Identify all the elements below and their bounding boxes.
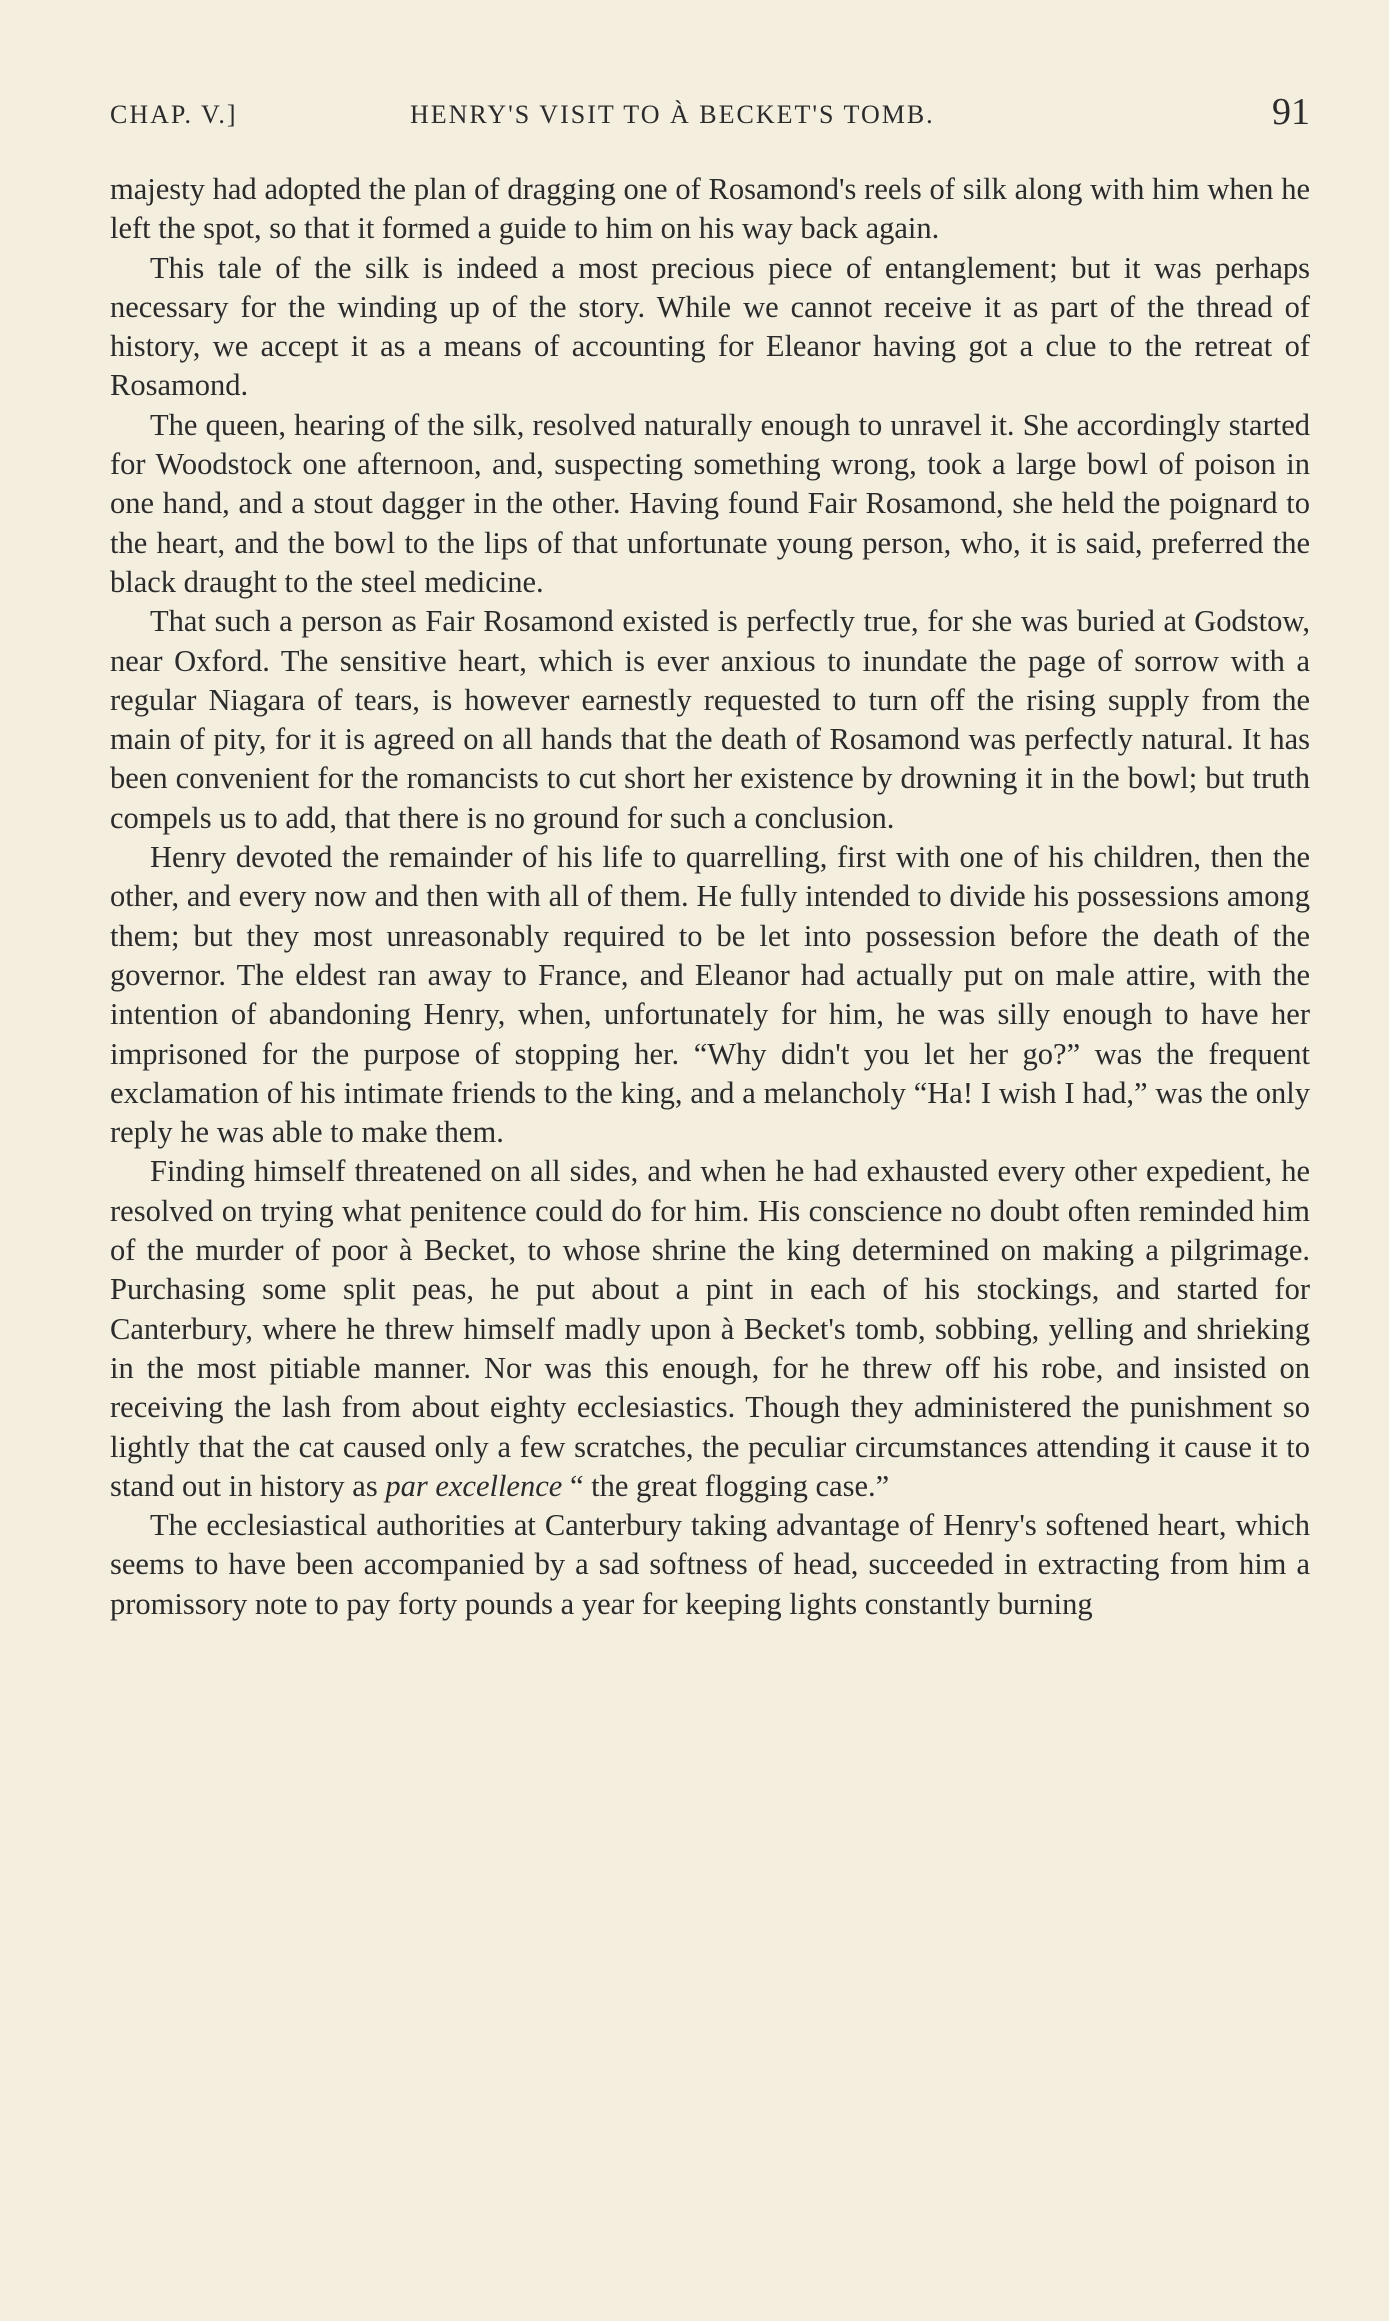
paragraph: The ecclesiastical authorities at Canterbury taking advantage of Henry's softened heart, which seems to have been accompanied by a sad softness of head, succeeded in extracting from him a promissory note to pay forty pounds a year for keeping lights constantly burning [110,1508,1310,1621]
chapter-label: CHAP. V.] [110,100,238,129]
page-number: 91 [1272,91,1310,133]
paragraph: That such a person as Fair Rosamond existed is perfectly true, for she was buried at Godstow, near Oxford. The sensitive heart, which is ever anxious to inundate the page of sorrow with a regular Niagara of tears, is however earnestly requested to turn off the rising supply from the main of pity, for it is agreed on all hands that the death of Rosamond was perfectly natural. It has been convenient for the romancists to cut short her existence by drowning it in the bowl; but truth compels us to add, that there is no ground for such a conclusion. [110,604,1310,835]
body-text [110,170,1310,1624]
page-title: HENRY'S VISIT TO À BECKET'S TOMB. [410,100,935,129]
paragraph: majesty had adopted the plan of dragging one of Rosamond's reels of silk along with him when he left the spot, so that it formed a guide to him on his way back again. [110,172,1310,246]
running-head [110,90,1310,150]
paragraph [110,1152,1310,1506]
italic-phrase: par excellence [385,1468,563,1503]
paragraph-tail: “ the great flogging case.” [569,1468,890,1503]
paragraph: Henry devoted the remainder of his life to quarrelling, first with one of his children, then the other, and every now and then with all of them. He fully intended to divide his possessions among them; but they most unreasonably required to be let into possession before the death of the governor. The eldest ran away to France, and Eleanor had actually put on male attire, with the intention of abandoning Henry, when, unfortunately for him, he was silly enough to have her imprisoned for the purpose of stopping her. “Why didn't you let her go?” was the frequent exclamation of his intimate friends to the king, and a melancholy “Ha! I wish I had,” was the only reply he was able to make them. [110,840,1310,1150]
book-page [110,90,1310,1624]
paragraph: This tale of the silk is indeed a most precious piece of entanglement; but it was perhaps necessary for the winding up of the story. While we cannot receive it as part of the thread of history, we accept it as a means of accounting for Eleanor having got a clue to the retreat of Rosamond. [110,250,1310,403]
paragraph-text: Finding himself threatened on all sides, and when he had exhausted every other expedient, he resolved on trying what penitence could do for him. His conscience no doubt often reminded him of the murder of poor à Becket, to whose shrine the king determined on making a pilgrimage. Purchasing some split peas, he put about a pint in each of his stockings, and started for Canterbury, where he threw himself madly upon à Becket's tomb, sobbing, yelling and shrieking in the most pitiable manner. Nor was this enough, for he threw off his robe, and insisted on receiving the lash from about eighty ecclesiastics. Though they administered the punishment so lightly that the cat caused only a few scratches, the peculiar circumstances attending it cause it to stand out in history as [110,1154,1310,1503]
paragraph: The queen, hearing of the silk, resolved naturally enough to unravel it. She accordingly started for Woodstock one afternoon, and, suspecting something wrong, took a large bowl of poison in one hand, and a stout dagger in the other. Having found Fair Rosamond, she held the poignard to the heart, and the bowl to the lips of that unfortunate young person, who, it is said, preferred the black draught to the steel medicine. [110,407,1310,599]
